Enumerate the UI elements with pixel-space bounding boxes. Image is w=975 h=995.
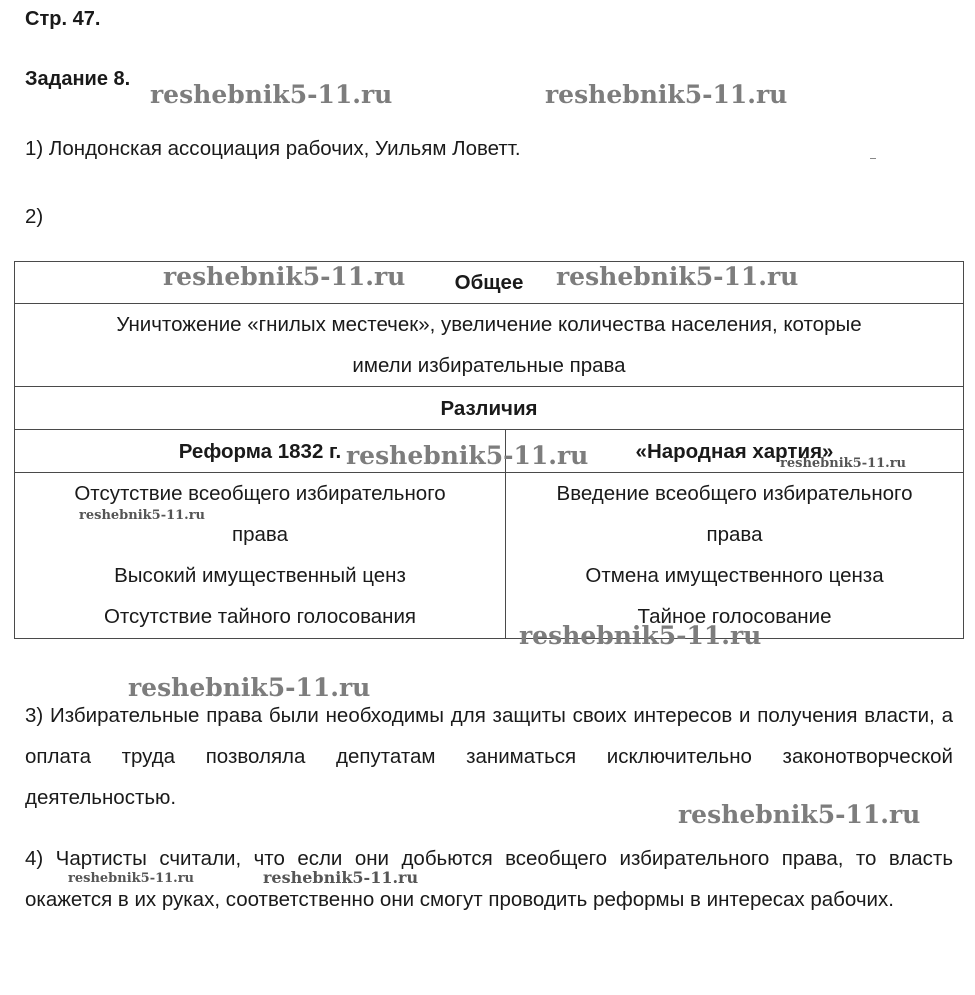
common-cell: [15, 304, 964, 387]
watermark: reshebnik5-11.ru: [163, 262, 406, 291]
reform-1832-line: Высокий имущественный ценз: [114, 564, 406, 587]
reform-1832-line: Отсутствие тайного голосования: [103, 605, 417, 628]
common-line: Уничтожение «гнилых местечек», увеличение количества населения, которые: [116, 313, 862, 336]
reform-1832-line: Отсутствие всеобщего избирательного: [74, 482, 446, 505]
peoples-charter-line: права: [706, 523, 763, 546]
watermark: reshebnik5-11.ru: [150, 80, 393, 109]
watermark: reshebnik5-11.ru: [780, 456, 907, 471]
reform-1832-line: права: [232, 523, 288, 546]
watermark: reshebnik5-11.ru: [545, 80, 788, 109]
watermark: reshebnik5-11.ru: [68, 871, 195, 886]
reform-1832-header: Реформа 1832 г.: [15, 430, 506, 473]
answer-4: 4) Чартисты считали, что если они добьются всеобщего избирательного права, то власть окажется в их руках, соответственно они смогут проводить реформы в интересах рабочих.: [25, 847, 953, 911]
peoples-charter-header: «Народная хартия»: [506, 430, 964, 473]
answer-1: 1) Лондонская ассоциация рабочих, Уильям Ловетт.: [25, 137, 521, 160]
watermark: reshebnik5-11.ru: [263, 868, 419, 887]
watermark: reshebnik5-11.ru: [128, 673, 371, 702]
answer-3: 3) Избирательные права были необходимы для защиты своих интересов и получения власти, а оплата труда позволяла депутатам заниматься исключительно законотворческой деятельностью.: [25, 704, 953, 809]
task-title: Задание 8.: [25, 68, 131, 90]
stray-mark: [870, 158, 876, 159]
peoples-charter-line: Введение всеобщего избирательного: [556, 482, 913, 505]
page-label: Стр. 47.: [25, 8, 101, 30]
peoples-charter-cell: [506, 473, 964, 639]
reform-1832-cell: [15, 473, 506, 639]
common-line: имели избирательные права: [352, 354, 626, 377]
differences-header: Различия: [15, 387, 964, 430]
watermark: reshebnik5-11.ru: [678, 800, 921, 829]
peoples-charter-line: Отмена имущественного ценза: [585, 564, 884, 587]
watermark: reshebnik5-11.ru: [519, 621, 762, 650]
watermark: reshebnik5-11.ru: [79, 508, 206, 523]
peoples-charter-line: Тайное голосование: [637, 605, 832, 628]
common-header: Общее: [15, 262, 964, 304]
watermark: reshebnik5-11.ru: [556, 262, 799, 291]
answer-2-label: 2): [25, 205, 44, 228]
watermark: reshebnik5-11.ru: [346, 441, 589, 470]
